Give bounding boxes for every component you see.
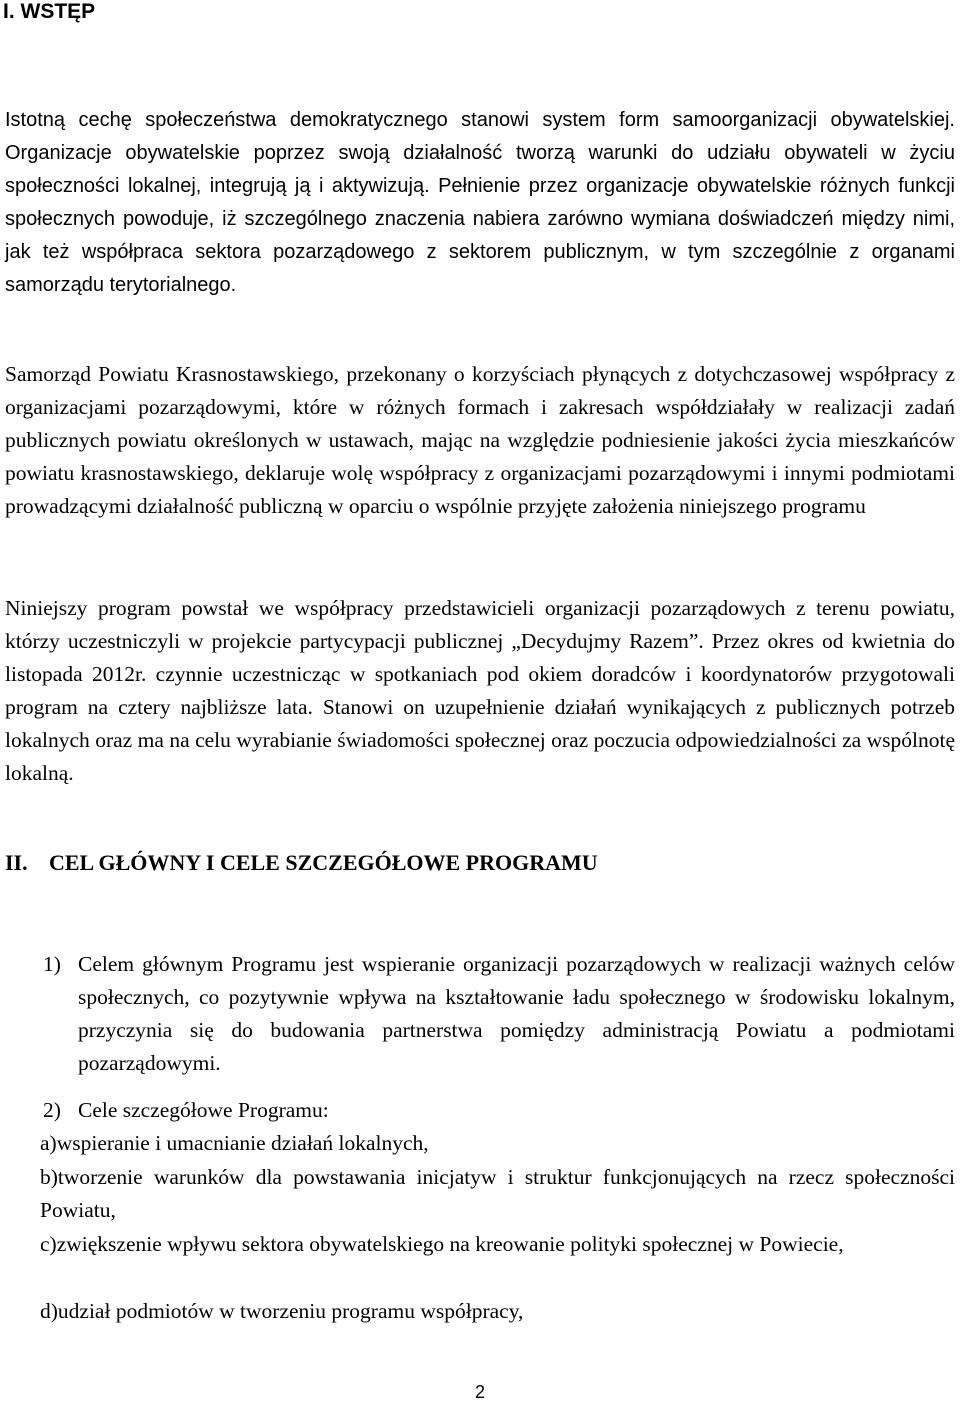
- intro-paragraph-3: Niniejszy program powstał we współpracy przedstawicieli organizacji pozarządowych z terenu powiatu, którzy uczestniczyli w projekcie partycypacji publicznej „Decydujmy Razem”. Przez okres od kwietnia do listopada 2012r. czynnie uczestnicząc w spotkaniach pod okiem doradców i koordynatorów przygotowali program na cztery najbliższe lata. Stanowi on uzupełnienie działań wynikających z publicznych potrzeb lokalnych oraz ma na celu wyrabianie świadomości społecznej oraz poczucia odpowiedzialności za wspólnotę lokalną.: [5, 596, 955, 785]
- sub-goal-b: b)tworzenie warunków dla powstawania inicjatyw i struktur funkcjonujących na rzecz społeczności Powiatu,: [40, 1165, 955, 1222]
- sub-goal-a: a)wspieranie i umacnianie działań lokalnych,: [40, 1131, 429, 1155]
- list-marker: 1): [43, 952, 61, 976]
- intro-paragraph-2: Samorząd Powiatu Krasnostawskiego, przekonany o korzyściach płynących z dotychczasowej współpracy z organizacjami pozarządowymi, które w różnych formach i zakresach współdziałały w realizacji zadań publicznych powiatu określonych w ustawach, mając na względzie podniesienie jakości życia mieszkańców powiatu krasnostawskiego, deklaruje wolę współpracy z organizacjami pozarządowymi i innymi podmiotami prowadzącymi działalność publiczną w oparciu o wspólnie przyjęte założenia niniejszego programu: [5, 362, 955, 518]
- page-number: 2: [474, 1382, 485, 1402]
- sub-goal-c: c)zwiększenie wpływu sektora obywatelskiego na kreowanie polityki społecznej w Powiecie,: [40, 1232, 844, 1256]
- goal-specific-heading: Cele szczegółowe Programu:: [78, 1098, 329, 1122]
- section-heading-goals: [5, 846, 598, 879]
- goal-specific-list-item: [43, 1094, 955, 1127]
- section-title: CEL GŁÓWNY I CELE SZCZEGÓŁOWE PROGRAMU: [49, 850, 598, 875]
- goal-main-text: Celem głównym Programu jest wspieranie organizacji pozarządowych w realizacji ważnych celów społecznych, co pozytywnie wpływa na kształtowanie ładu społecznego w środowisku lokalnym, przyczynia się do budowania partnerstwa pomiędzy administracją Powiatu a podmiotami pozarządowymi.: [78, 952, 955, 1075]
- intro-paragraph-1: Istotną cechę społeczeństwa demokratycznego stanowi system form samoorganizacji obywatelskiej. Organizacje obywatelskie poprzez swoją działalność tworzą warunki do udziału obywateli w życiu społeczności lokalnej, integrują ją i aktywizują. Pełnienie przez organizacje obywatelskie różnych funkcji społecznych powoduje, iż szczególnego znaczenia nabiera zarówno wymiana doświadczeń między nimi, jak też współpraca sektora pozarządowego z sektorem publicznym, w tym szczególnie z organami samorządu terytorialnego.: [5, 109, 955, 296]
- section-number: II.: [5, 850, 28, 875]
- section-heading-introduction: I. WSTĘP: [3, 0, 96, 23]
- goal-main-list-item: [43, 948, 955, 1080]
- sub-goal-d: d)udział podmiotów w tworzeniu programu współpracy,: [40, 1299, 524, 1323]
- list-marker: 2): [43, 1098, 61, 1122]
